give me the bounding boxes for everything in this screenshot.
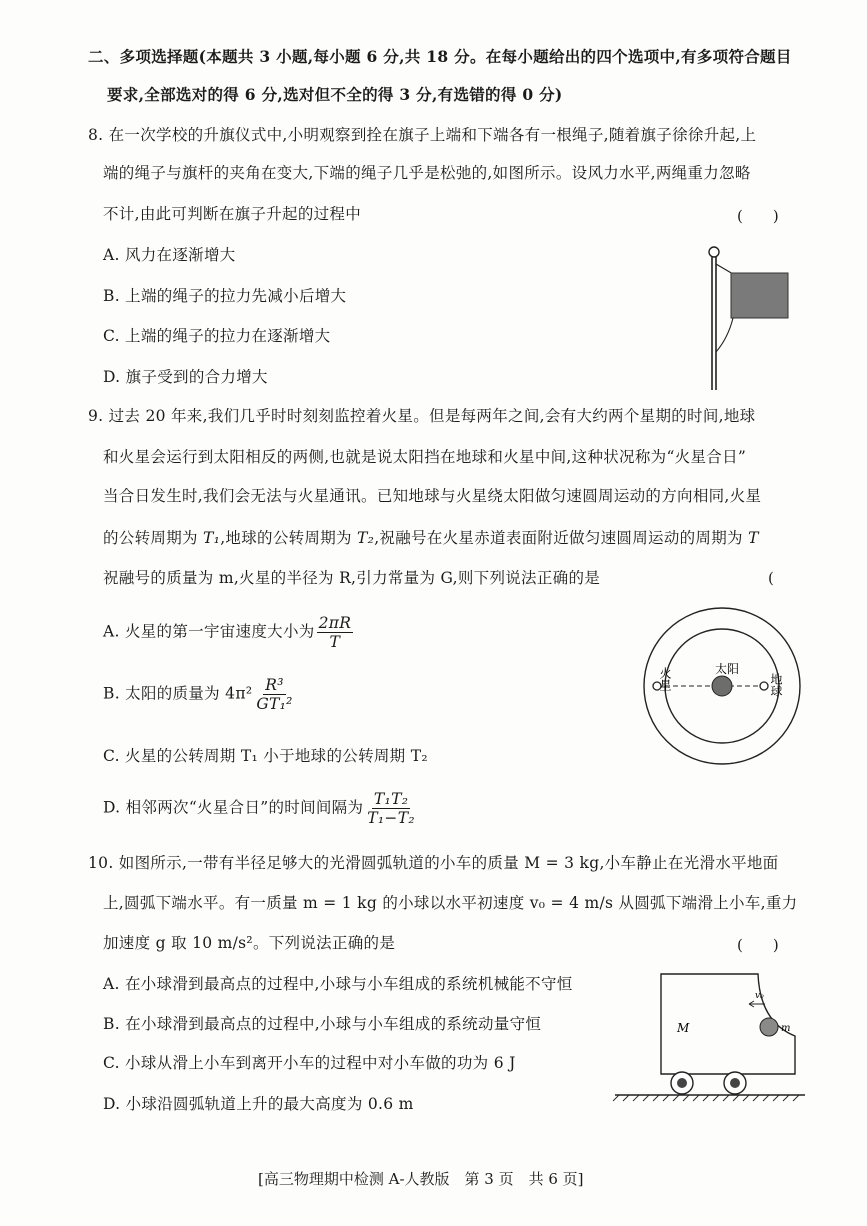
q10-stem-line1: 10. 如图所示,一带有半径足够大的光滑圆弧轨道的小车的质量 M = 3 kg,小车静止在光滑水平地面	[88, 854, 779, 872]
q8-option-d: D. 旗子受到的合力增大	[103, 368, 268, 386]
q10-answer-paren: ( )	[737, 936, 779, 954]
section-heading-line1: 二、多项选择题(本题共 3 小题,每小题 6 分,共 18 分。在每小题给出的四个选项中,有多项符合题目	[88, 47, 792, 66]
q10-stem-line3: 加速度 g 取 10 m/s²。下列说法正确的是	[103, 934, 396, 952]
orbit-figure	[635, 605, 810, 770]
q9-stem-line4: 的公转周期为 T₁,地球的公转周期为 T₂,祝融号在火星赤道表面附近做匀速圆周运动的周期为 T	[103, 529, 759, 547]
q8-option-b: B. 上端的绳子的拉力先减小后增大	[103, 287, 347, 305]
cart-figure	[615, 970, 805, 1102]
earth-label: 地球	[769, 673, 783, 697]
q9-answer-paren: (	[768, 569, 774, 587]
q8-answer-paren: ( )	[737, 207, 779, 225]
q8-option-a: A. 风力在逐渐增大	[103, 246, 236, 264]
cart-mass-label: M	[677, 1021, 690, 1035]
section-heading-line2: 要求,全部选对的得 6 分,选对但不全的得 3 分,有选错的得 0 分)	[107, 85, 563, 104]
ball-mass-label: m	[781, 1023, 791, 1034]
q9-stem-line3: 当合日发生时,我们会无法与火星通讯。已知地球与火星绕太阳做匀速圆周运动的方向相同,火星	[103, 487, 762, 505]
mars-label: 火星	[658, 667, 672, 691]
q10-stem-line2: 上,圆弧下端水平。有一质量 m = 1 kg 的小球以水平初速度 v₀ = 4 m/s 从圆弧下端滑上小车,重力	[103, 894, 798, 912]
q8-stem-line3: 不计,由此可判断在旗子升起的过程中	[103, 205, 362, 223]
q9-stem-line5: 祝融号的质量为 m,火星的半径为 R,引力常量为 G,则下列说法正确的是	[103, 569, 601, 587]
page-footer: [高三物理期中检测 A-人教版 第 3 页 共 6 页]	[258, 1170, 584, 1188]
velocity-label: v₀	[755, 991, 764, 1001]
q9-option-a: A. 火星的第一宇宙速度大小为 $\frac{2\pi R}{T}$	[103, 614, 352, 651]
sun-label: 太阳	[715, 662, 740, 676]
q10-option-d: D. 小球沿圆弧轨道上升的最大高度为 0.6 m	[103, 1095, 414, 1113]
q10-option-a: A. 在小球滑到最高点的过程中,小球与小车组成的系统机械能不守恒	[103, 975, 573, 993]
q8-stem-line1: 8. 在一次学校的升旗仪式中,小明观察到拴在旗子上端和下端各有一根绳子,随着旗子徐徐升起,上	[88, 126, 757, 144]
q9-option-c: C. 火星的公转周期 T₁ 小于地球的公转周期 T₂	[103, 747, 428, 765]
q10-option-c: C. 小球从滑上小车到离开小车的过程中对小车做的功为 6 J	[103, 1054, 516, 1072]
q9-stem-line1: 9. 过去 20 年来,我们几乎时时刻刻监控着火星。但是每两年之间,会有大约两个星期的时间,地球	[88, 407, 756, 425]
q9-option-b: B. 太阳的质量为 4π² $\frac{\text{R³}}{\text{GT₁²}}$	[103, 676, 293, 713]
q8-stem-line2: 端的绳子与旗杆的夹角在变大,下端的绳子几乎是松弛的,如图所示。设风力水平,两绳重力忽略	[103, 164, 751, 182]
flagpole-figure	[700, 242, 795, 392]
q8-option-c: C. 上端的绳子的拉力在逐渐增大	[103, 327, 331, 345]
q10-option-b: B. 在小球滑到最高点的过程中,小球与小车组成的系统动量守恒	[103, 1015, 542, 1033]
q9-stem-line2: 和火星会运行到太阳相反的两侧,也就是说太阳挡在地球和火星中间,这种状况称为“火星合日”	[103, 448, 747, 466]
q9-option-d: D. 相邻两次“火星合日”的时间间隔为 $\frac{\text{T₁T₂}}{\text{T₁−T₂}}$	[103, 790, 415, 827]
